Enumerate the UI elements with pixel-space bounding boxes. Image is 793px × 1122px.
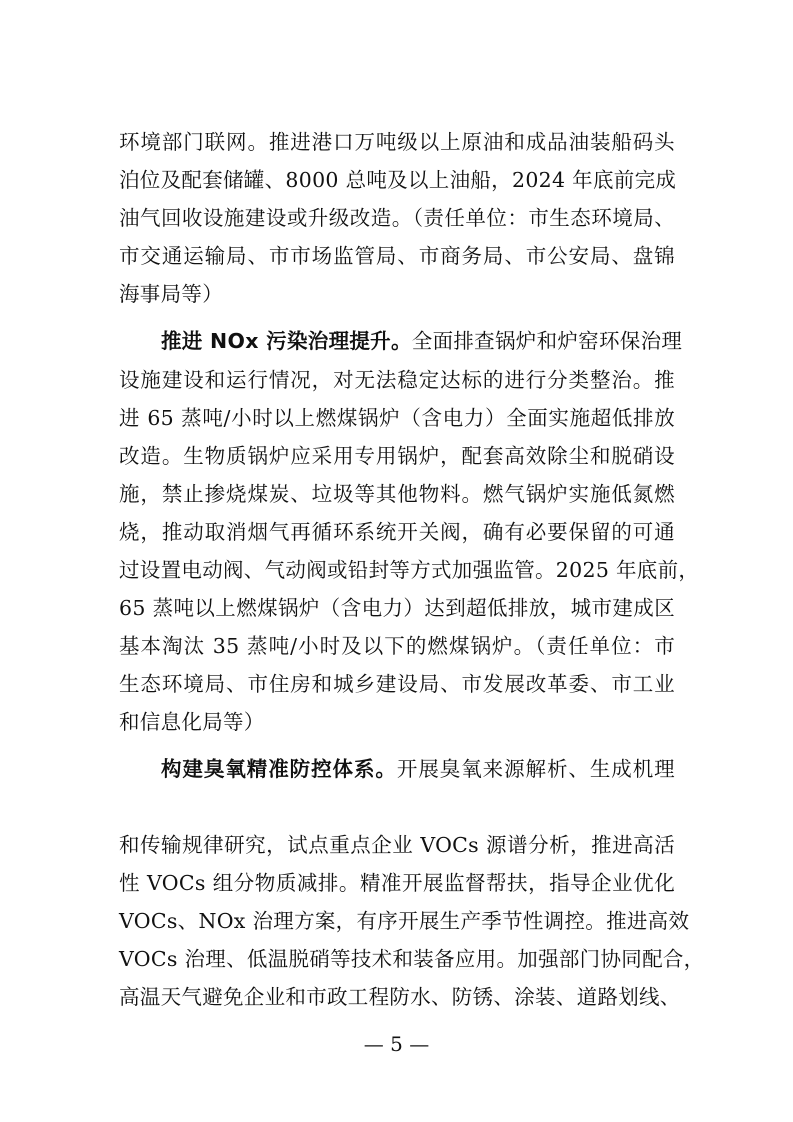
text-line-22: VOCs 治理、低温脱硝等技术和装备应用。加强部门协同配合， [119, 947, 705, 971]
text-line-7: 设施建设和运行情况，对无法稳定达标的进行分类整治。推 [119, 368, 675, 392]
text-line-3: 油气回收设施建设或升级改造。（责任单位：市生态环境局、 [119, 206, 675, 230]
heading-ozone-rest: 开展臭氧来源解析、生成机理 [396, 757, 675, 781]
paragraph-heading-line-ozone [161, 755, 675, 783]
paragraph-heading-line-nox [161, 327, 683, 355]
text-line-9: 改造。生物质锅炉应采用专用锅炉，配套高效除尘和脱硝设 [119, 444, 675, 468]
text-line-1: 环境部门联网。推进港口万吨级以上原油和成品油装船码头 [119, 130, 675, 154]
text-line-21: VOCs、NOx 治理方案，有序开展生产季节性调控。推进高效 [119, 909, 690, 933]
text-line-2: 泊位及配套储罐、8000 总吨及以上油船，2024 年底前完成 [119, 168, 677, 192]
heading-ozone: 构建臭氧精准防控体系。 [161, 757, 397, 781]
text-line-23: 高温天气避免企业和市政工程防水、防锈、涂装、道路划线、 [119, 985, 681, 1009]
text-line-8: 进 65 蒸吨/小时以上燃煤锅炉（含电力）全面实施超低排放 [119, 406, 675, 430]
text-line-5: 海事局等） [119, 282, 223, 306]
text-line-11: 烧，推动取消烟气再循环系统开关阀，确有必要保留的可通 [119, 520, 675, 544]
text-line-14: 基本淘汰 35 蒸吨/小时及以下的燃煤锅炉。（责任单位：市 [119, 634, 675, 658]
heading-nox-rest: 全面排查锅炉和炉窑环保治理 [411, 329, 683, 353]
heading-nox: 推进 NOx 污染治理提升。 [161, 329, 412, 353]
text-line-4: 市交通运输局、市市场监管局、市商务局、市公安局、盘锦 [119, 244, 675, 268]
text-line-13: 65 蒸吨以上燃煤锅炉（含电力）达到超低排放，城市建成区 [119, 596, 675, 620]
text-line-12: 过设置电动阀、气动阀或铅封等方式加强监管。2025 年底前， [119, 558, 700, 582]
text-line-16: 和信息化局等） [119, 710, 265, 734]
text-line-10: 施，禁止掺烧煤炭、垃圾等其他物料。燃气锅炉实施低氮燃 [119, 482, 675, 506]
text-line-20: 性 VOCs 组分物质减排。精准开展监督帮扶，指导企业优化 [119, 871, 675, 895]
page-number: — 5 — [363, 1032, 430, 1056]
text-line-15: 生态环境局、市住房和城乡建设局、市发展改革委、市工业 [119, 672, 675, 696]
text-line-19: 和传输规律研究，试点重点企业 VOCs 源谱分析，推进高活 [119, 833, 675, 857]
